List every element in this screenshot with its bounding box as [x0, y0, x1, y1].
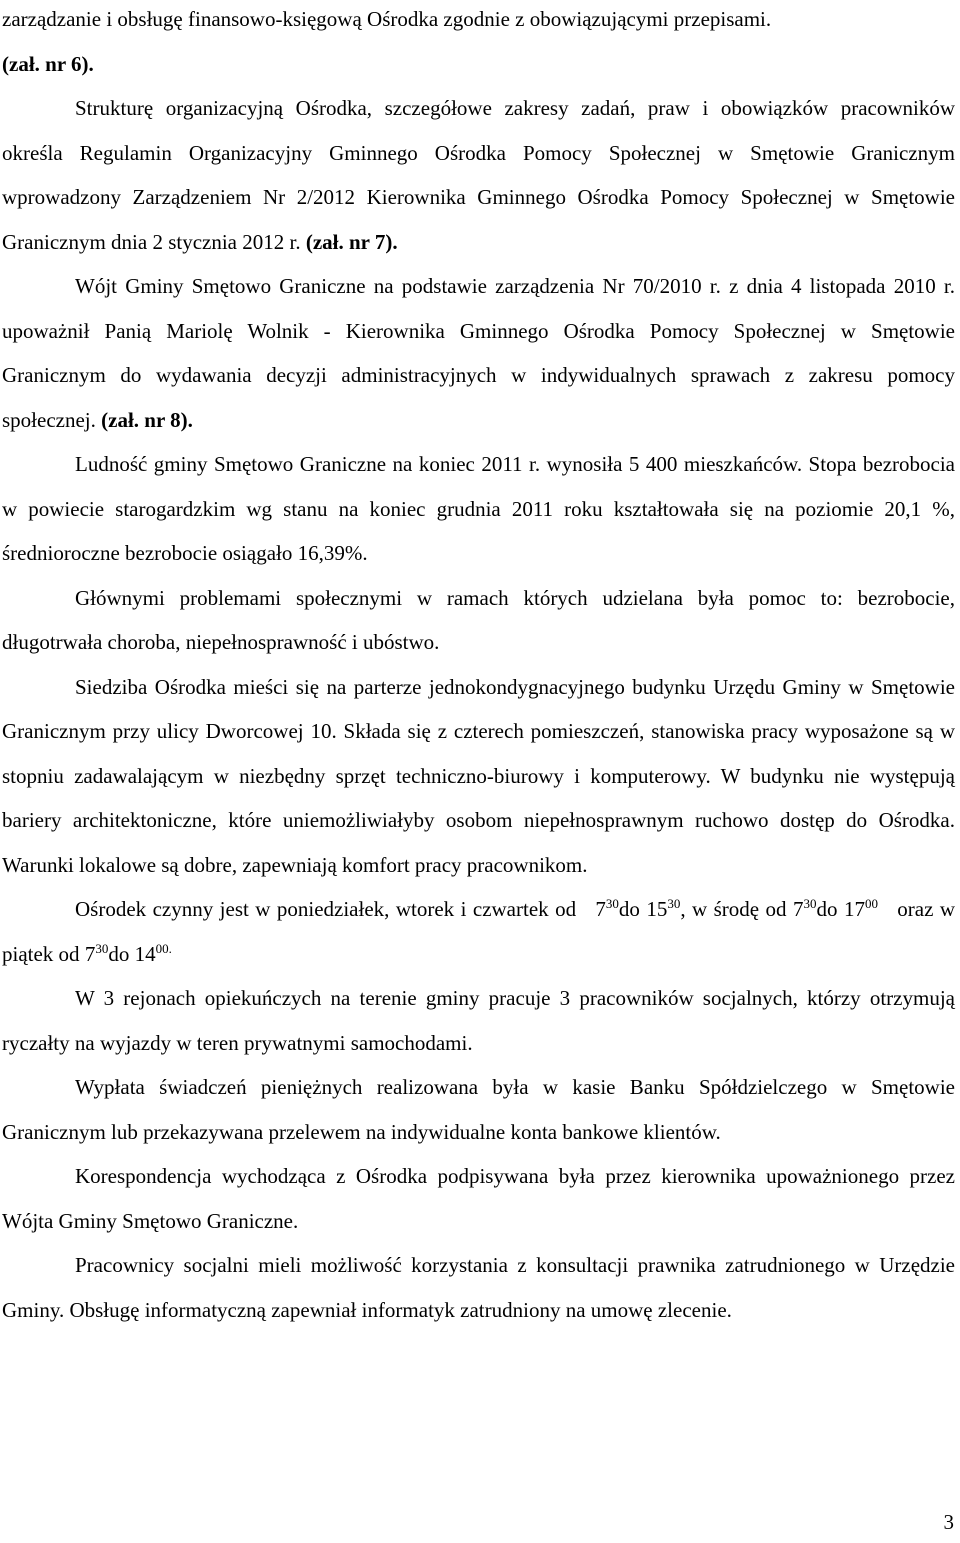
page-number: 3	[943, 1510, 954, 1534]
paragraph-accounting	[2, 0, 955, 86]
paragraph-text: zarządzanie i obsługę finansowo-księgową Ośrodka zgodnie z obowiązującymi przepisami.	[2, 7, 772, 31]
time-mon-from-minute: 30	[605, 896, 619, 911]
paragraph-payments	[2, 1065, 955, 1154]
paragraph-structure	[2, 86, 955, 264]
attachment-ref: (zał. nr 6).	[2, 51, 94, 76]
paragraph-text: Korespondencja wychodząca z Ośrodka podpisywana była przez kierownika upoważnionego przez Wójta Gminy Smętowo Graniczne.	[2, 1164, 955, 1233]
time-wed-to-minute: 00	[864, 896, 878, 911]
hours-intro: Ośrodek czynny jest w poniedziałek, wtorek i czwartek od	[75, 897, 577, 921]
time-wed-to-hour: 17	[843, 897, 865, 921]
hours-wednesday-intro: , w środę od	[680, 897, 787, 921]
hours-join: do	[618, 897, 640, 921]
time-mon-from-hour: 7	[595, 897, 606, 921]
hours-friday-intro: oraz w piątek od	[2, 897, 955, 966]
paragraph-text: Ludność gminy Smętowo Graniczne na koniec 2011 r. wynosiła 5 400 mieszkańców. Stopa bezrobocia w powiecie starogardzkim wg stanu na koniec grudnia 2011 roku kształtowała się na poziomie 20,1 %, średnioroczne bezrobocie osiągało 16,39%.	[2, 452, 955, 565]
hours-join: do	[108, 941, 130, 966]
paragraph-text: W 3 rejonach opiekuńczych na terenie gminy pracuje 3 pracowników socjalnych, którzy otrzymują ryczałty na wyjazdy w teren prywatnymi samochodami.	[2, 986, 955, 1055]
paragraph-text: Pracownicy socjalni mieli możliwość korzystania z konsultacji prawnika zatrudnionego w Urzędzie Gminy. Obsługę informatyczną zapewniał informatyk zatrudniony na umowę zlecenie.	[2, 1253, 955, 1322]
time-mon-to-minute: 30	[667, 896, 681, 911]
time-fri-to-hour: 14	[134, 941, 156, 966]
time-wed-from-minute: 30	[803, 896, 817, 911]
body-text	[2, 0, 955, 1332]
paragraph-authorization	[2, 264, 955, 442]
time-mon-to-hour: 15	[646, 897, 668, 921]
time-fri-to-minute: 00.	[155, 940, 172, 956]
paragraph-text: Wypłata świadczeń pieniężnych realizowana była w kasie Banku Spółdzielczego w Smętowie Granicznym lub przekazywana przelewem na indywidualne konta bankowe klientów.	[2, 1075, 955, 1144]
paragraph-text: Siedziba Ośrodka mieści się na parterze jednokondygnacyjnego budynku Urzędu Gminy w Smętowie Granicznym przy ulicy Dworcowej 10. Składa się z czterech pomieszczeń, stanowiska pracy wyposażone są w stopniu zadawalającym w niezbędny sprzęt techniczno-biurowy i komputerowy. W budynku nie występują bariery architektoniczne, które uniemożliwiałyby osobom niepełnosprawnym ruchowo dostęp do Ośrodka. Warunki lokalowe są dobre, zapewniają komfort pracy pracownikom.	[2, 674, 955, 877]
paragraph-text: Wójt Gminy Smętowo Graniczne na podstawie zarządzenia Nr 70/2010 r. z dnia 4 listopada 2010 r. upoważnił Panią Mariolę Wolnik - Kierownika Gminnego Ośrodka Pomocy Społecznej w Smętowie Granicznym do wydawania decyzji administracyjnych w indywidualnych sprawach z zakresu pomocy społecznej.	[2, 274, 955, 432]
attachment-ref: (zał. nr 7).	[305, 229, 398, 254]
time-wed-from-hour: 7	[793, 897, 804, 921]
paragraph-consultations	[2, 1243, 955, 1332]
attachment-ref: (zał. nr 8).	[101, 407, 193, 432]
paragraph-text: Głównymi problemami społecznymi w ramach których udzielana była pomoc to: bezrobocie, długotrwała choroba, niepełnosprawność i ubóstwo.	[2, 585, 955, 654]
paragraph-premises	[2, 665, 955, 888]
paragraph-opening-hours	[2, 887, 955, 976]
paragraph-population	[2, 442, 955, 576]
time-fri-from-hour: 7	[84, 941, 96, 966]
paragraph-text: Strukturę organizacyjną Ośrodka, szczegółowe zakresy zadań, praw i obowiązków pracowników określa Regulamin Organizacyjny Gminnego Ośrodka Pomocy Społecznej w Smętowie Granicznym wprowadzony Zarządzeniem Nr 2/2012 Kierownika Gminnego Ośrodka Pomocy Społecznej w Smętowie Granicznym dnia 2 stycznia 2012 r.	[2, 96, 955, 254]
paragraph-problems	[2, 576, 955, 665]
hours-join: do	[816, 897, 838, 921]
time-fri-from-minute: 30	[95, 940, 109, 956]
paragraph-correspondence	[2, 1154, 955, 1243]
paragraph-social-workers	[2, 976, 955, 1065]
